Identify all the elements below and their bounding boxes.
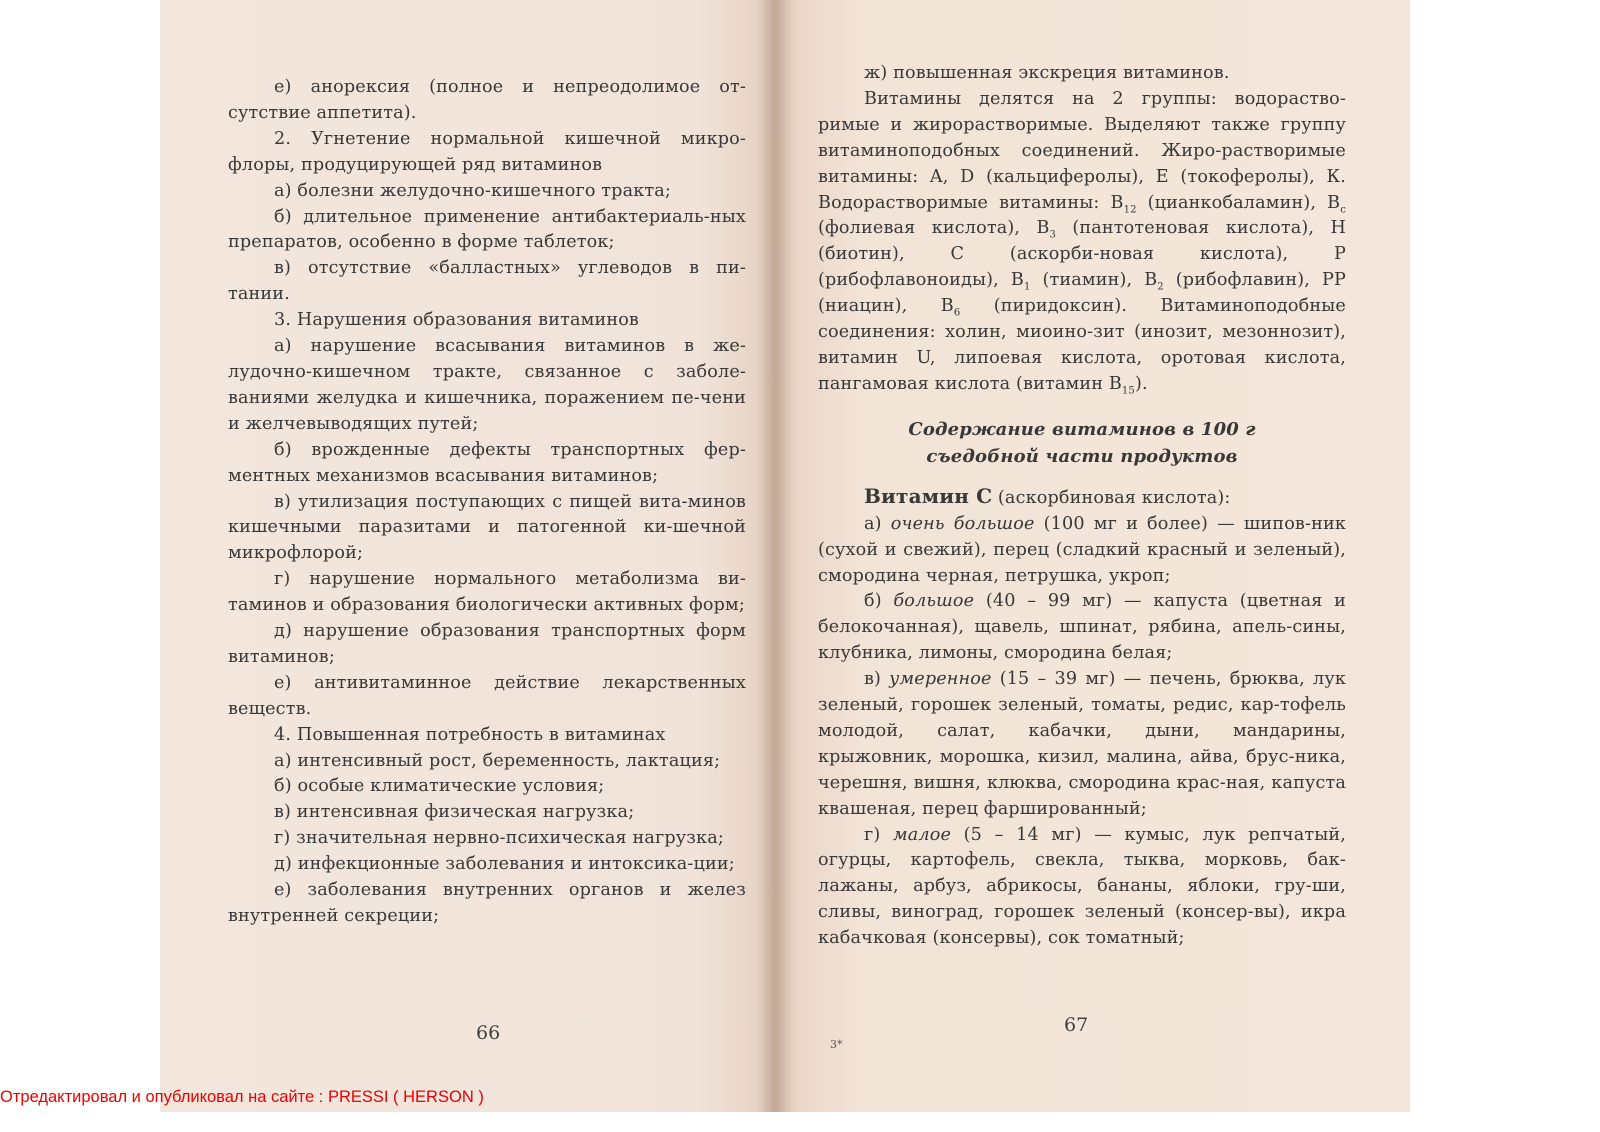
subscript: 12 (1123, 204, 1137, 216)
section-title-line-1: Содержание витаминов в 100 г (908, 418, 1256, 440)
level-text: (100 мг и более) — шипов-ник (сухой и свежий), перец (сладкий красный и зеленый), смородина черная, петрушка, укроп; (818, 513, 1346, 586)
left-page-text (228, 75, 746, 930)
paragraph: ж) повышенная экскреция витаминов. (864, 63, 1230, 83)
subscript: 15 (1121, 385, 1135, 397)
paragraph: е) антивитаминное действие лекарственных веществ. (228, 672, 746, 719)
book-spread (160, 0, 1410, 1112)
paragraph: д) инфекционные заболевания и интоксика-ции; (274, 854, 735, 875)
level-label: малое (892, 824, 952, 845)
text-run: (тиамин), B (1030, 270, 1158, 291)
paragraph: 3. Нарушения образования витаминов (274, 310, 639, 331)
right-page (774, 0, 1410, 1112)
subscript: 3 (1049, 229, 1057, 241)
level-label: очень большое (890, 513, 1035, 534)
item-prefix: г) (864, 824, 893, 845)
item-prefix: б) (864, 591, 894, 612)
text-run: ). (1134, 373, 1148, 394)
level-text: (5 – 14 мг) — кумыс, лук репчатый, огурцы, картофель, свекла, тыква, морковь, бак-лажаны, арбуз, абрикосы, бананы, яблоки, гру-ши, сливы, виноград, горошек зеленый (консер-вы), икра кабачковая (консервы), сок томатный; (818, 824, 1346, 949)
paragraph: д) нарушение образования транспортных форм витаминов; (228, 621, 746, 667)
page-number-left: 66 (476, 1022, 501, 1044)
paragraph: г) нарушение нормального метаболизма ви-таминов и образования биологически активных форм; (228, 569, 746, 616)
paragraph: а) интенсивный рост, беременность, лактация; (274, 750, 721, 771)
paragraph: б) длительное применение антибактериаль-ных препаратов, особенно в форме таблеток; (228, 206, 746, 253)
section-title-line-2: съедобной части продуктов (926, 445, 1238, 467)
paragraph: в) интенсивная физическая нагрузка; (274, 802, 635, 823)
footer-credit-text: Отредактировал и опубликовал на сайте : PRESSI ( HERSON ) (0, 1088, 484, 1106)
paragraph: в) отсутствие «балластных» углеводов в пи-тании. (228, 258, 746, 305)
level-text: (15 – 39 мг) — печень, брюква, лук зеленый, горошек зеленый, томаты, редис, кар-тофель молодой, салат, кабачки, дыни, мандарины, крыжовник, морошка, кизил, малина, айва, брус-ника, черешня, вишня, клюква, смородина крас-ная, капуста квашеная, перец фаршированный; (818, 669, 1346, 819)
content-level-item (818, 667, 1346, 822)
right-page-text (818, 61, 1346, 952)
subscript: 2 (1157, 281, 1164, 293)
vitamin-c-label: Витамин C (864, 483, 993, 508)
text-run: (фолиевая кислота), B (818, 218, 1050, 239)
subscript: 1 (1023, 281, 1031, 293)
printer-signature-mark: 3* (830, 1038, 843, 1051)
subscript: c (1340, 204, 1346, 216)
paragraph: а) нарушение всасывания витаминов в же-лудочно-кишечном тракте, связанное с заболе-ваниями желудка и кишечника, поражением пе-чени и желчевыводящих путей; (228, 336, 746, 434)
left-page (160, 0, 774, 1112)
content-level-item (818, 512, 1346, 590)
level-text: (40 – 99 мг) — капуста (цветная и белокочанная), щавель, шпинат, рябина, апель-сины, клубника, лимоны, смородина белая; (818, 591, 1347, 664)
paragraph: в) утилизация поступающих с пищей вита-минов кишечными паразитами и патогенной ки-шечной микрофлорой; (228, 491, 746, 564)
vitamin-c-subtitle: (аскорбиновая кислота): (992, 487, 1231, 508)
text-run: (пантотеновая кислота), H (биотин), C (аскорби-новая кислота), P (рибофлавоноиды), B (818, 218, 1346, 291)
paragraph: б) врожденные дефекты транспортных фер-ментных механизмов всасывания витаминов; (228, 439, 746, 486)
level-label: умеренное (889, 669, 992, 690)
paragraph: е) заболевания внутренних органов и желез внутренней секреции; (228, 880, 746, 926)
text-run: (рибофлавин), PP (ниацин), B (818, 270, 1346, 317)
book-gutter-shadow (758, 0, 792, 1112)
paragraph: 2. Угнетение нормальной кишечной микро-флоры, продуцирующей ряд витаминов (228, 128, 746, 175)
paragraph: а) болезни желудочно-кишечного тракта; (274, 180, 671, 201)
vitamin-groups-paragraph (818, 87, 1346, 398)
text-run: (цианкобаламин), B (1136, 192, 1341, 213)
item-prefix: а) (864, 513, 891, 534)
paragraph: б) особые климатические условия; (274, 776, 605, 797)
item-prefix: в) (864, 669, 890, 690)
text-run: Витамины делятся на 2 группы: водораство-римые и жирорастворимые. Выделяют также группу витаминоподобных соединений. Жиро-растворимые витамины: A, D (кальциферолы), E (токоферолы), К. Водорастворимые витамины: B (818, 88, 1346, 213)
paragraph: е) анорексия (полное и непреодолимое от-сутствие аппетита). (228, 77, 746, 123)
text-run: (пиридоксин). Витаминоподобные соединения: холин, миоино-зит (инозит, мезоннозит), витамин U, липоевая кислота, оротовая кислота, пангамовая кислота (витамин B (818, 296, 1346, 394)
level-label: большое (893, 591, 975, 612)
content-level-item (818, 823, 1346, 953)
page-number-right: 67 (1064, 1014, 1089, 1036)
paragraph: 4. Повышенная потребность в витаминах (274, 724, 666, 745)
vitamin-c-heading (818, 484, 1346, 512)
section-title (818, 416, 1346, 470)
paragraph: г) значительная нервно-психическая нагрузка; (274, 828, 724, 849)
content-level-item (818, 589, 1346, 667)
subscript: 6 (953, 307, 961, 319)
